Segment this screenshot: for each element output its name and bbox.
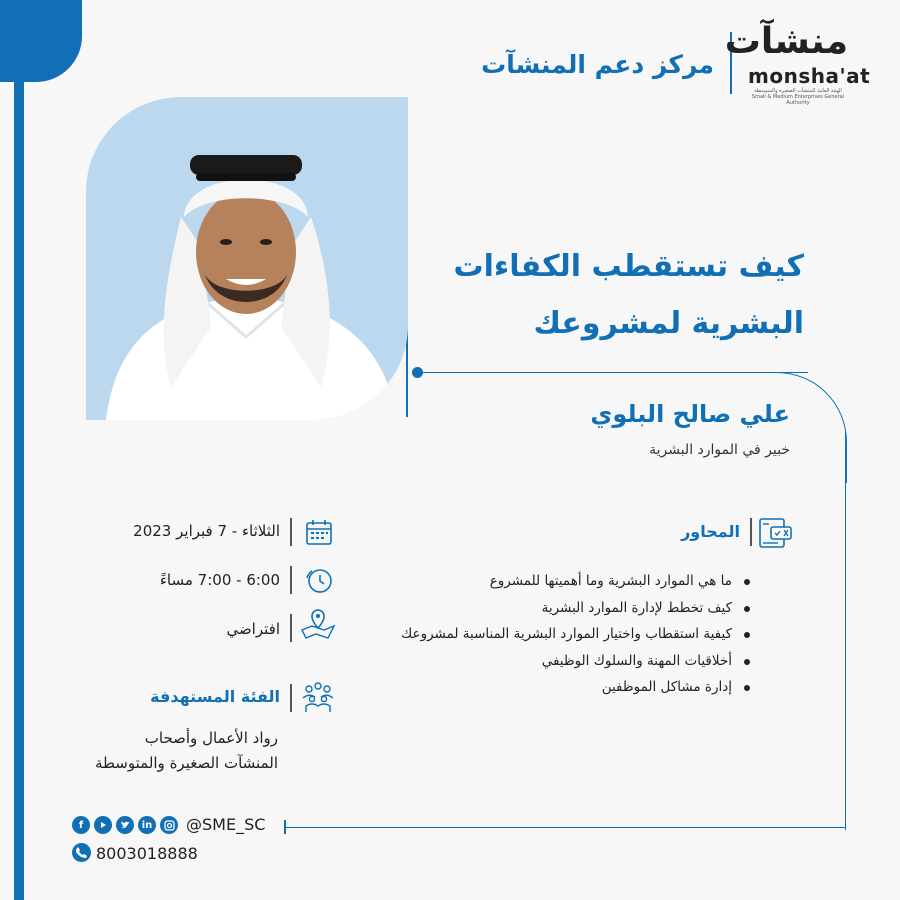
bottom-frame-line (286, 827, 846, 828)
location-divider (290, 614, 292, 642)
topic-item: كيفية استقطاب واختيار الموارد البشرية المناسبة لمشروعك (401, 621, 750, 648)
connector-line (418, 372, 808, 373)
left-accent-bar (14, 0, 24, 900)
phone-icon (72, 843, 91, 862)
topic-item: كيف تخطط لإدارة الموارد البشرية (401, 595, 750, 622)
topics-divider (750, 518, 752, 546)
logo-arabic: منشآت (724, 21, 848, 62)
topics-title: المحاور (681, 522, 740, 541)
topic-item: ما هي الموارد البشرية وما أهميتها للمشروع (401, 568, 750, 595)
audience-divider (290, 684, 292, 712)
event-location: افتراضي (226, 620, 280, 638)
calendar-icon (304, 518, 334, 552)
instagram-icon[interactable] (160, 816, 178, 834)
event-time: 6:00 - 7:00 مساءً (159, 571, 280, 589)
social-handle[interactable]: @SME_SC (186, 815, 266, 834)
audience-group-icon (300, 680, 336, 718)
topic-item: إدارة مشاكل الموظفين (401, 674, 750, 701)
right-frame-line (845, 430, 846, 830)
speaker-name: علي صالح البلوي (590, 400, 790, 428)
speaker-photo (86, 97, 408, 420)
speaker-role: خبير في الموارد البشرية (649, 442, 790, 458)
audience-line-2: المنشآت الصغيرة والمتوسطة (94, 754, 278, 772)
event-title (384, 238, 804, 352)
speaker-portrait-icon (86, 97, 408, 420)
audience-title: الفئة المستهدفة (150, 687, 280, 706)
phone-number[interactable]: 8003018888 (96, 844, 198, 863)
social-icons (72, 816, 178, 834)
corner-decoration (0, 0, 82, 82)
audience-line-1: رواد الأعمال وأصحاب (144, 729, 278, 747)
bottom-frame-tick (284, 820, 286, 834)
clock-icon (304, 566, 334, 600)
audience-description (95, 726, 278, 776)
center-name: مركز دعم المنشآت (481, 50, 714, 79)
event-title-line-1: كيف تستقطب الكفاءات (453, 249, 804, 284)
topics-icon (758, 516, 794, 554)
location-pin-icon (298, 608, 338, 646)
youtube-icon[interactable] (94, 816, 112, 834)
logo-english: monsha'at (748, 64, 871, 88)
topic-item: أخلاقيات المهنة والسلوك الوظيفي (401, 648, 750, 675)
date-divider (290, 518, 292, 546)
event-title-line-2: البشرية لمشروعك (533, 306, 804, 341)
logo-subtitle-en: Small & Medium Enterprises General Authority (751, 94, 845, 106)
logo-subtitle-ar: الهيئة العامة للمنشآت الصغيرة والمتوسطة (754, 88, 842, 94)
topics-list (401, 568, 750, 701)
twitter-icon[interactable] (116, 816, 134, 834)
facebook-icon[interactable]: f (72, 816, 90, 834)
time-divider (290, 566, 292, 594)
logo-subtitle (748, 88, 848, 106)
event-date: الثلاثاء - 7 فبراير 2023 (133, 522, 280, 540)
linkedin-icon[interactable]: in (138, 816, 156, 834)
